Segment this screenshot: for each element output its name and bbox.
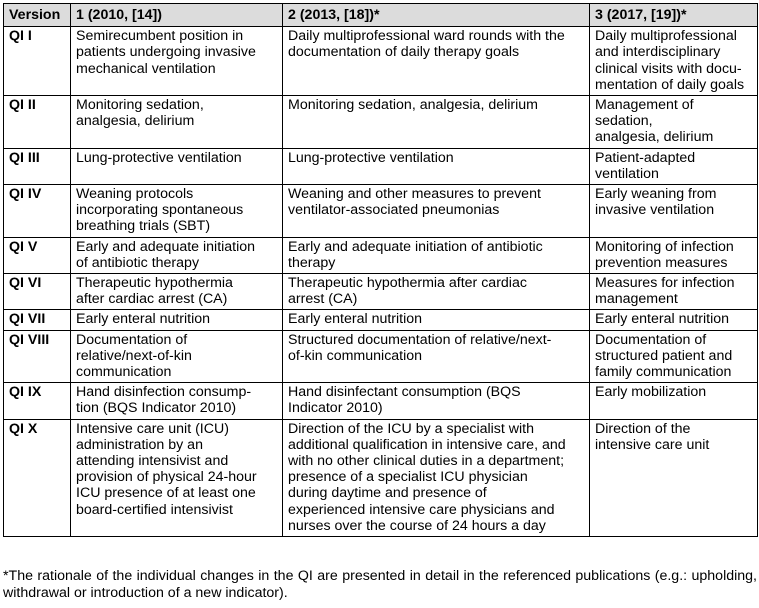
row-label: QI X — [4, 419, 71, 536]
cell-v2: Daily multiprofessional ward rounds with the documentation of daily therapy goals — [283, 27, 590, 96]
header-version-2: 2 (2013, [18])* — [283, 4, 590, 27]
cell-v1: Documentation of relative/next-of-kin communication — [71, 330, 283, 383]
table-row — [4, 237, 758, 273]
quality-indicators-table — [3, 3, 758, 537]
cell-v3: Management of sedation, analgesia, delirium — [590, 96, 758, 149]
cell-v2: Weaning and other measures to prevent ventilator-associated pneumonias — [283, 185, 590, 238]
table-row — [4, 330, 758, 383]
table-row — [4, 310, 758, 330]
cell-v2: Structured documentation of relative/next- of-kin communication — [283, 330, 590, 383]
cell-v1: Lung-protective ventilation — [71, 148, 283, 184]
row-label: QI VII — [4, 310, 71, 330]
table-row — [4, 148, 758, 184]
cell-v3: Documentation of structured patient and family communication — [590, 330, 758, 383]
table-row — [4, 274, 758, 310]
cell-v1: Early enteral nutrition — [71, 310, 283, 330]
table-row — [4, 383, 758, 419]
cell-v1: Therapeutic hypothermia after cardiac arrest (CA) — [71, 274, 283, 310]
row-label: QI I — [4, 27, 71, 96]
cell-v2: Early and adequate initiation of antibiotic therapy — [283, 237, 590, 273]
table-footnote: *The rationale of the individual changes in the QI are presented in detail in the referenced publications (e.g.: upholding, withdrawal or introduction of a new indicator). — [3, 568, 757, 601]
table-row — [4, 419, 758, 536]
cell-v3: Daily multiprofessional and interdisciplinary clinical visits with docu- mentation of daily goals — [590, 27, 758, 96]
cell-v3: Patient-adapted ventilation — [590, 148, 758, 184]
cell-v2: Therapeutic hypothermia after cardiac arrest (CA) — [283, 274, 590, 310]
cell-v3: Measures for infection management — [590, 274, 758, 310]
cell-v1: Weaning protocols incorporating spontaneous breathing trials (SBT) — [71, 185, 283, 238]
row-label: QI VIII — [4, 330, 71, 383]
header-version: Version — [4, 4, 71, 27]
cell-v3: Monitoring of infection prevention measures — [590, 237, 758, 273]
cell-v2: Direction of the ICU by a specialist with additional qualification in intensive care, and with no other clinical duties in a department; presence of a specialist ICU physician during daytime and presence of experienced intensive care physicians and nurses over the course of 24 hours a day — [283, 419, 590, 536]
cell-v1: Monitoring sedation, analgesia, delirium — [71, 96, 283, 149]
cell-v1: Semirecumbent position in patients undergoing invasive mechanical ventilation — [71, 27, 283, 96]
row-label: QI IX — [4, 383, 71, 419]
row-label: QI III — [4, 148, 71, 184]
cell-v1: Hand disinfection consump- tion (BQS Indicator 2010) — [71, 383, 283, 419]
header-row — [4, 4, 758, 27]
header-version-3: 3 (2017, [19])* — [590, 4, 758, 27]
row-label: QI VI — [4, 274, 71, 310]
cell-v3: Early weaning from invasive ventilation — [590, 185, 758, 238]
table-row — [4, 96, 758, 149]
cell-v1: Early and adequate initiation of antibiotic therapy — [71, 237, 283, 273]
cell-v3: Early enteral nutrition — [590, 310, 758, 330]
cell-v3: Direction of the intensive care unit — [590, 419, 758, 536]
table-row — [4, 27, 758, 96]
cell-v1: Intensive care unit (ICU) administration by an attending intensivist and provision of physical 24-hour ICU presence of at least one board-certified intensivist — [71, 419, 283, 536]
cell-v2: Early enteral nutrition — [283, 310, 590, 330]
header-version-1: 1 (2010, [14]) — [71, 4, 283, 27]
row-label: QI IV — [4, 185, 71, 238]
table-row — [4, 185, 758, 238]
cell-v2: Lung-protective ventilation — [283, 148, 590, 184]
cell-v2: Monitoring sedation, analgesia, delirium — [283, 96, 590, 149]
cell-v2: Hand disinfectant consumption (BQS Indicator 2010) — [283, 383, 590, 419]
cell-v3: Early mobilization — [590, 383, 758, 419]
row-label: QI II — [4, 96, 71, 149]
row-label: QI V — [4, 237, 71, 273]
